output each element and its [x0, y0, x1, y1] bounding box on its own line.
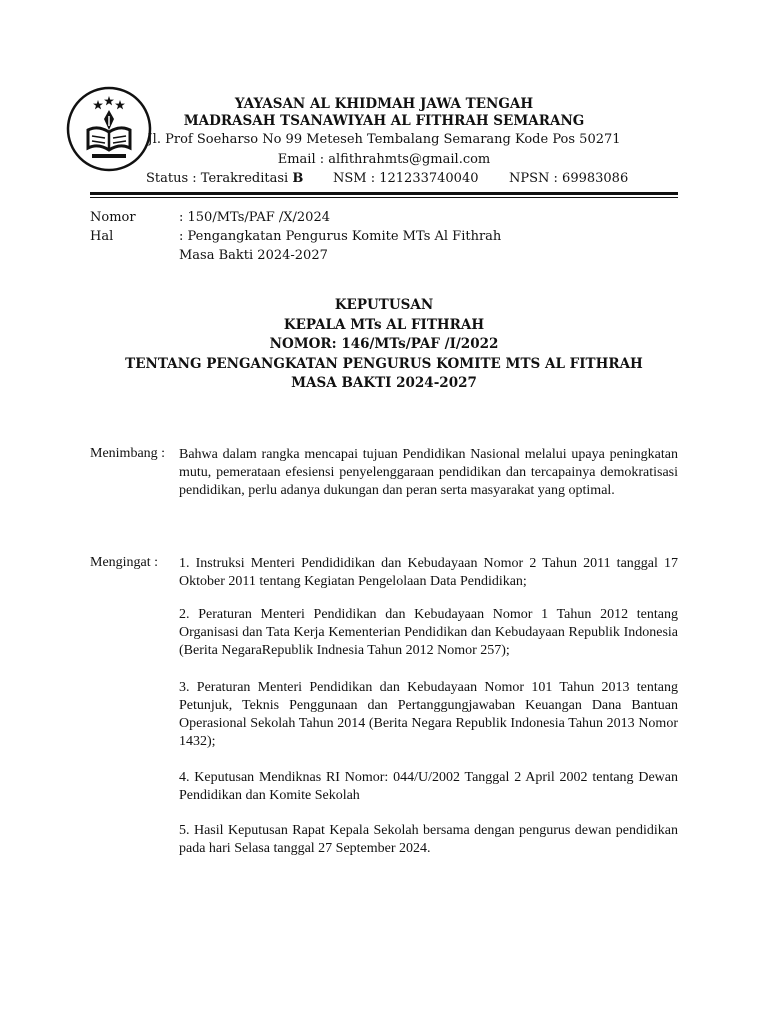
mengingat-item: 5. Hasil Keputusan Rapat Kepala Sekolah bersama dengan pengurus dewan pendidikan pada hari Selasa tanggal 27 September 2024. [179, 823, 678, 856]
school-name: MADRASAH TSANAWIYAH AL FITHRAH SEMARANG [183, 113, 585, 129]
letterhead-rule-thick [90, 192, 678, 195]
npsn-number: NPSN : 69983086 [509, 171, 629, 186]
mengingat-item: 1. Instruksi Menteri Pendididikan dan Kebudayaan Nomor 2 Tahun 2011 tanggal 17 Oktober 2011 tentang Kegiatan Pengelolaan Data Pendidikan; [179, 556, 678, 589]
accreditation-status: Status : Terakreditasi B [146, 171, 304, 186]
accreditation-grade: B [292, 171, 304, 186]
mengingat-item: 2. Peraturan Menteri Pendidikan dan Kebudayaan Nomor 1 Tahun 2012 tentang Organisasi dan Tata Kerja Kementerian Pendidikan dan Kebudayaan Republik Indonesia (Berita NegaraRepublik Indnesia Tahun 2012 Nomor 257); [179, 607, 678, 658]
menimbang-label: Menimbang : [90, 446, 166, 461]
school-email: Email : alfithrahmts@gmail.com [277, 152, 491, 167]
hal-value-continued: Masa Bakti 2024-2027 [179, 248, 328, 263]
decree-title: KEPUTUSAN [334, 297, 434, 313]
nsm-number: NSM : 121233740040 [333, 171, 479, 186]
hal-label: Hal [90, 229, 114, 244]
school-address: Jl. Prof Soeharso No 99 Meteseh Tembalang Semarang Kode Pos 50271 [147, 132, 621, 147]
nomor-value: : 150/MTs/PAF /X/2024 [179, 210, 330, 225]
decree-issuer: KEPALA MTs AL FITHRAH [283, 317, 485, 333]
mengingat-label: Mengingat : [90, 555, 159, 570]
mengingat-item: 4. Keputusan Mendiknas RI Nomor: 044/U/2002 Tanggal 2 April 2002 tentang Dewan Pendidikan dan Komite Sekolah [179, 770, 678, 803]
decree-subject: TENTANG PENGANGKATAN PENGURUS KOMITE MTS AL FITHRAH [125, 356, 643, 372]
foundation-name: YAYASAN AL KHIDMAH JAWA TENGAH [234, 96, 534, 112]
nomor-label: Nomor [90, 210, 136, 225]
letterhead-rule-thin [90, 197, 678, 198]
decree-number: NOMOR: 146/MTs/PAF /I/2022 [269, 336, 499, 352]
menimbang-text: Bahwa dalam rangka mencapai tujuan Pendidikan Nasional melalui upaya peningkatan mutu, pemerataan efesiensi penyelenggaraan pendidikan dan tercapainya demokratisasi pendidikan, perlu adanya dukungan dan peran serta masyarakat yang optimal. [179, 447, 678, 498]
mengingat-item: 3. Peraturan Menteri Pendidikan dan Kebudayaan Nomor 101 Tahun 2013 tentang Petunjuk, Teknis Penggunaan dan Pertanggungjawaban Keuangan Dana Bantuan Operasional Sekolah Tahun 2014 (Berita Negara Republik Indonesia Tahun 2013 Nomor 1432); [179, 680, 678, 749]
hal-value: : Pengangkatan Pengurus Komite MTs Al Fithrah [179, 229, 502, 244]
decree-period: MASA BAKTI 2024-2027 [291, 375, 477, 391]
